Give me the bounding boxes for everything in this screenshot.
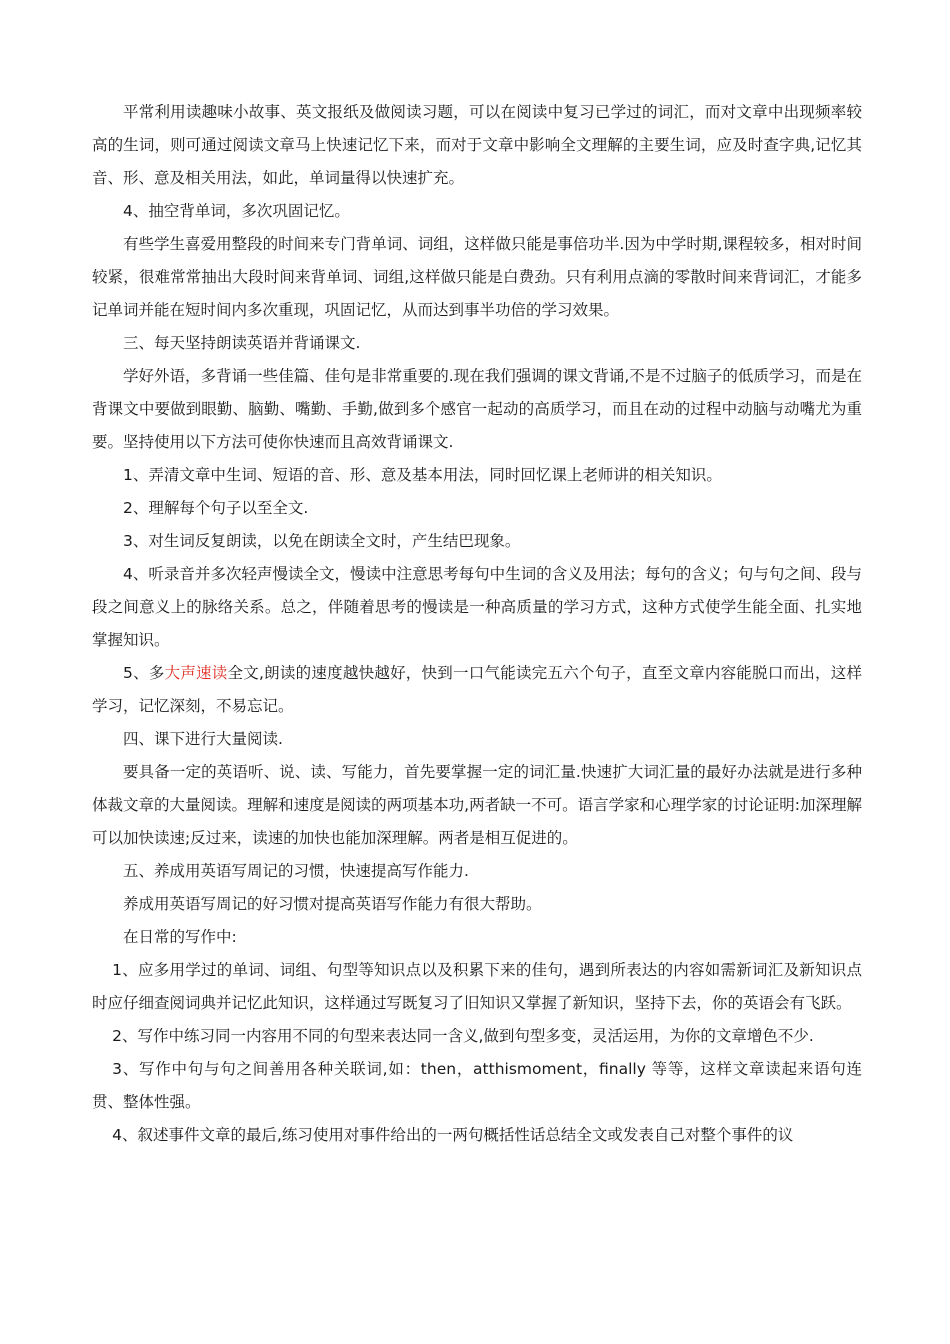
section-heading: 五、养成用英语写周记的习惯，快速提高写作能力.	[123, 862, 469, 880]
paragraph: 在日常的写作中:	[123, 928, 237, 946]
document-body	[92, 96, 862, 1152]
list-item-rest: 全文,朗读的速度越快越好，快到一口气能读完五六个句子，直至文章内容能脱口而出，这样学习，记忆深刻，不易忘记。	[92, 664, 862, 715]
list-item: 1、弄清文章中生词、短语的音、形、意及基本用法，同时回忆课上老师讲的相关知识。	[123, 466, 722, 484]
list-item: 2、写作中练习同一内容用不同的句型来表达同一含义,做到句型多变，灵活运用，为你的文章增色不少.	[112, 1027, 814, 1045]
list-item: 2、理解每个句子以至全文.	[123, 499, 309, 517]
list-item-prefix: 5、多	[123, 664, 165, 682]
paragraph: 平常利用读趣味小故事、英文报纸及做阅读习题，可以在阅读中复习已学过的词汇，而对文章中出现频率较高的生词，则可通过阅读文章马上快速记忆下来，而对于文章中影响全文理解的主要生词，应及时查字典,记忆其音、形、意及相关用法，如此，单词量得以快速扩充。	[92, 103, 862, 187]
list-item	[92, 657, 862, 723]
section-heading: 四、课下进行大量阅读.	[123, 730, 283, 748]
list-item: 3、写作中句与句之间善用各种关联词,如：then，atthismoment，finally 等等，这样文章读起来语句连贯、整体性强。	[92, 1060, 862, 1111]
list-item: 4、听录音并多次轻声慢读全文，慢读中注意思考每句中生词的含义及用法；每句的含义；句与句之间、段与段之间意义上的脉络关系。总之，伴随着思考的慢读是一种高质量的学习方式，这种方式使学生能全面、扎实地掌握知识。	[92, 565, 862, 649]
highlighted-phrase: 大声速读	[164, 664, 228, 682]
paragraph: 养成用英语写周记的好习惯对提高英语写作能力有很大帮助。	[123, 895, 542, 913]
list-item: 3、对生词反复朗读，以免在朗读全文时，产生结巴现象。	[123, 532, 521, 550]
paragraph: 要具备一定的英语听、说、读、写能力，首先要掌握一定的词汇量.快速扩大词汇量的最好办法就是进行多种体裁文章的大量阅读。理解和速度是阅读的两项基本功,两者缺一不可。语言学家和心理学家的讨论证明:加深理解可以加快读速;反过来，读速的加快也能加深理解。两者是相互促进的。	[92, 763, 862, 847]
list-item: 1、应多用学过的单词、词组、句型等知识点以及积累下来的佳句，遇到所表达的内容如需新词汇及新知识点时应仔细查阅词典并记忆此知识，这样通过写既复习了旧知识又掌握了新知识，坚持下去，你的英语会有飞跃。	[92, 961, 862, 1012]
paragraph: 学好外语，多背诵一些佳篇、佳句是非常重要的.现在我们强调的课文背诵,不是不过脑子的低质学习，而是在背课文中要做到眼勤、脑勤、嘴勤、手勤,做到多个感官一起动的高质学习，而且在动的过程中动脑与动嘴尤为重要。坚持使用以下方法可使你快速而且高效背诵课文.	[92, 367, 862, 451]
list-item: 4、叙述事件文章的最后,练习使用对事件给出的一两句概括性话总结全文或发表自己对整个事件的议	[112, 1126, 794, 1144]
list-item: 4、抽空背单词，多次巩固记忆。	[123, 202, 350, 220]
section-heading: 三、每天坚持朗读英语并背诵课文.	[123, 334, 361, 352]
paragraph: 有些学生喜爱用整段的时间来专门背单词、词组，这样做只能是事倍功半.因为中学时期,课程较多，相对时间较紧，很难常常抽出大段时间来背单词、词组,这样做只能是白费劲。只有利用点滴的零散时间来背词汇，才能多记单词并能在短时间内多次重现，巩固记忆，从而达到事半功倍的学习效果。	[92, 235, 862, 319]
